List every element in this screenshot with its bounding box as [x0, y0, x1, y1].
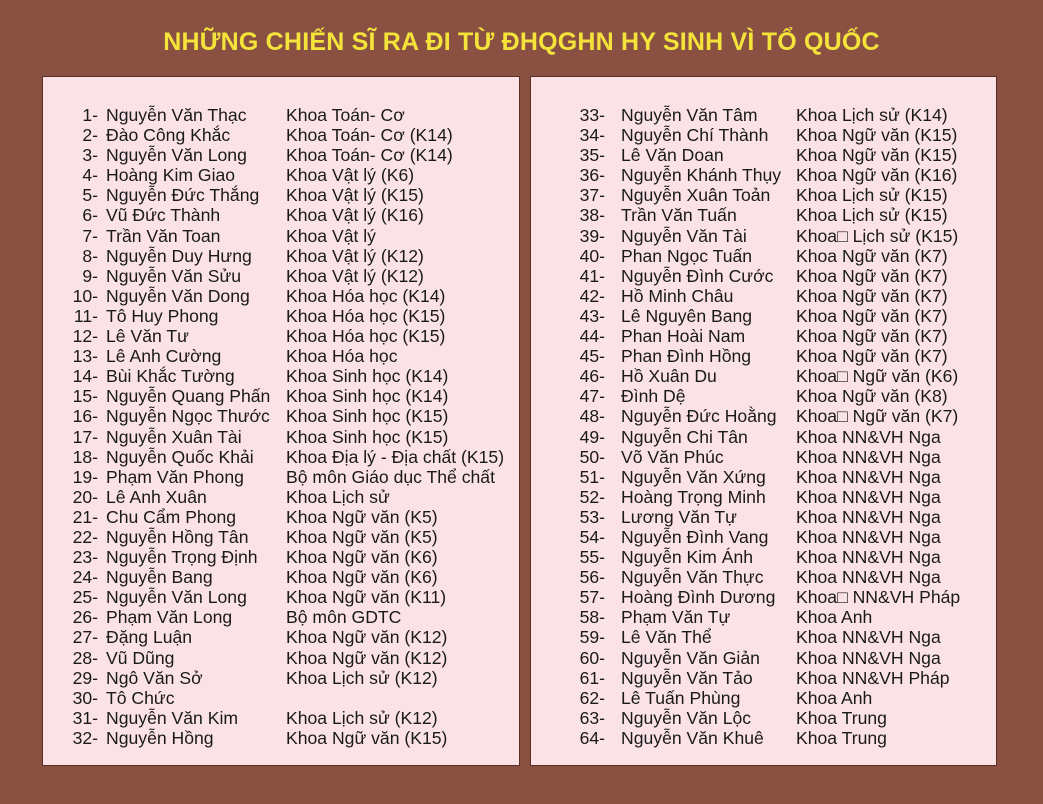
list-item-number: 22-	[72, 526, 98, 547]
list-item-number: 33-	[579, 105, 605, 125]
list-item-name: Đình Dệ	[621, 386, 686, 407]
list-item-number: 48-	[579, 406, 605, 427]
list-item	[43, 427, 519, 447]
list-item-number: 25-	[72, 587, 98, 608]
list-item-name: Nguyễn Khánh Thụy	[621, 165, 782, 186]
list-item-name: Hoàng Kim Giao	[106, 165, 236, 186]
list-item-department: Khoa NN&VH Nga	[796, 486, 941, 507]
list-item-department: Khoa□ Ngữ văn (K6)	[796, 366, 959, 387]
list-item-name: Nguyễn Duy Hưng	[106, 245, 252, 266]
list-item-number: 55-	[579, 547, 605, 568]
list-item-department: Khoa Ngữ văn (K11)	[286, 587, 447, 608]
list-item-name: Tô Chức	[106, 687, 175, 708]
list-item-name: Nguyễn Văn Lộc	[621, 707, 752, 728]
list-item	[43, 185, 519, 205]
list-item-name: Nguyễn Văn Xứng	[621, 466, 766, 487]
list-item-department: Khoa Lịch sử (K14)	[796, 105, 948, 125]
list-item-name: Ngô Văn Sở	[106, 667, 203, 688]
list-item-department: Khoa Ngữ văn (K15)	[796, 145, 958, 166]
list-item-department: Khoa Vật lý	[286, 225, 376, 246]
list-item-department: Khoa Địa lý - Địa chất (K15)	[286, 446, 505, 467]
list-item-name: Đào Công Khắc	[106, 125, 231, 146]
list-item-number: 39-	[579, 225, 605, 246]
list-item	[531, 326, 996, 346]
list-item-number: 28-	[72, 647, 98, 668]
page-title: NHỮNG CHIẾN SĨ RA ĐI TỪ ĐHQGHN HY SINH VÌ TỔ QUỐC	[163, 28, 880, 56]
list-item	[531, 125, 996, 145]
list-item-number: 38-	[579, 205, 605, 226]
list-item-department: Khoa NN&VH Nga	[796, 627, 941, 648]
list-item	[43, 386, 519, 406]
list-item-department: Khoa Ngữ văn (K12)	[286, 627, 448, 648]
list-item	[531, 487, 996, 507]
list-item	[531, 226, 996, 246]
list-item-name: Võ Văn Phúc	[621, 446, 724, 467]
list-item-department: Khoa Sinh học (K14)	[286, 386, 449, 407]
list-item-department: Khoa Toán- Cơ (K14)	[286, 145, 453, 166]
list-item	[531, 185, 996, 205]
list-item-number: 35-	[579, 145, 605, 166]
list-item-department: Khoa NN&VH Nga	[796, 506, 941, 527]
list-item-department: Khoa Ngữ văn (K7)	[796, 346, 948, 367]
list-item-number: 24-	[72, 567, 98, 588]
list-item-name: Nguyễn Đức Hoằng	[621, 406, 777, 427]
list-item-department: Khoa Ngữ văn (K6)	[286, 547, 438, 568]
list-item	[43, 728, 519, 748]
list-item	[43, 668, 519, 688]
list-item-name: Nguyễn Đình Vang	[621, 526, 769, 547]
list-item	[531, 266, 996, 286]
left-list-panel	[42, 76, 520, 766]
list-item	[531, 105, 996, 125]
right-list	[531, 105, 996, 748]
list-item-number: 43-	[579, 305, 605, 326]
list-item-name: Lương Văn Tự	[621, 506, 737, 527]
list-item-number: 32-	[72, 727, 98, 748]
list-item	[43, 306, 519, 326]
list-item	[43, 447, 519, 467]
list-item-name: Nguyễn Bang	[106, 567, 213, 588]
list-item	[43, 165, 519, 185]
list-item	[531, 467, 996, 487]
list-item-number: 52-	[579, 486, 605, 507]
list-item	[43, 708, 519, 728]
list-item-name: Nguyễn Đức Thắng	[106, 185, 260, 206]
list-item	[531, 688, 996, 708]
list-item-name: Nguyễn Hồng Tân	[106, 526, 249, 547]
list-item	[43, 587, 519, 607]
list-item-name: Nguyễn Quốc Khải	[106, 446, 254, 467]
list-item-name: Nguyễn Văn Long	[106, 587, 247, 608]
list-item-department: Khoa□ Ngữ văn (K7)	[796, 406, 959, 427]
list-item-number: 20-	[72, 486, 98, 507]
list-item	[531, 607, 996, 627]
list-item-number: 5-	[82, 185, 98, 206]
list-item-number: 29-	[72, 667, 98, 688]
list-item	[531, 627, 996, 647]
list-item-name: Nguyễn Văn Thực	[621, 567, 764, 588]
list-item-department: Bộ môn GDTC	[286, 607, 402, 628]
list-item-department: Khoa Sinh học (K15)	[286, 406, 449, 427]
list-item-name: Phan Hoài Nam	[621, 326, 746, 347]
list-item-department: Khoa NN&VH Nga	[796, 647, 941, 668]
list-item-number: 63-	[579, 707, 605, 728]
list-item-department: Khoa Ngữ văn (K15)	[286, 727, 448, 748]
list-item-name: Nguyễn Văn Dong	[106, 285, 250, 306]
list-item-number: 57-	[579, 587, 605, 608]
list-item-number: 46-	[579, 366, 605, 387]
list-item	[43, 125, 519, 145]
list-item	[531, 386, 996, 406]
list-item-name: Phan Đình Hồng	[621, 346, 752, 367]
list-item	[43, 567, 519, 587]
list-item-name: Nguyễn Trọng Định	[106, 547, 258, 568]
list-item-department: Khoa NN&VH Nga	[796, 547, 941, 568]
list-item-name: Lê Văn Thể	[621, 627, 712, 648]
list-item-number: 51-	[579, 466, 605, 487]
list-item	[531, 587, 996, 607]
list-item-number: 21-	[72, 506, 98, 527]
list-item	[531, 668, 996, 688]
list-item-number: 34-	[579, 125, 605, 146]
list-item-department: Khoa Vật lý (K6)	[286, 165, 415, 186]
list-item-department: Khoa NN&VH Nga	[796, 466, 941, 487]
list-item-number: 2-	[82, 125, 98, 146]
list-item	[531, 547, 996, 567]
list-item-department: Khoa Ngữ văn (K7)	[796, 265, 948, 286]
list-item	[531, 246, 996, 266]
list-item-name: Chu Cẩm Phong	[106, 506, 237, 527]
list-item-name: Hoàng Đình Dương	[621, 587, 776, 608]
list-item-department: Khoa Lịch sử (K12)	[286, 667, 438, 688]
list-item-number: 31-	[72, 707, 98, 728]
list-item-number: 7-	[82, 225, 98, 246]
right-list-panel	[530, 76, 997, 766]
list-item-name: Nguyễn Hồng	[106, 727, 214, 748]
list-item-department: Khoa Sinh học (K14)	[286, 366, 449, 387]
list-item-name: Nguyễn Chi Tân	[621, 426, 748, 447]
list-item-name: Lê Tuấn Phùng	[621, 687, 741, 708]
list-item-name: Phạm Văn Phong	[106, 466, 244, 487]
list-item-department: Khoa Trung	[796, 707, 887, 728]
list-item-name: Phạm Văn Long	[106, 607, 233, 628]
list-item-department: Khoa Ngữ văn (K7)	[796, 245, 948, 266]
list-item	[531, 708, 996, 728]
list-item-department: Khoa Vật lý (K12)	[286, 265, 424, 286]
list-item-department: Bộ môn Giáo dục Thể chất	[286, 466, 495, 487]
list-item	[43, 627, 519, 647]
list-item-number: 4-	[82, 165, 98, 186]
list-item	[531, 447, 996, 467]
list-item	[531, 427, 996, 447]
list-item	[43, 648, 519, 668]
list-item-name: Trần Văn Toan	[106, 225, 221, 246]
list-item	[43, 406, 519, 426]
list-item	[531, 306, 996, 326]
list-item-name: Nguyễn Văn Kim	[106, 707, 239, 728]
list-item	[43, 346, 519, 366]
list-item-name: Lê Nguyên Bang	[621, 305, 753, 326]
left-list	[43, 105, 519, 748]
list-item-name: Bùi Khắc Tường	[106, 366, 235, 387]
list-item-number: 45-	[579, 346, 605, 367]
list-item-name: Nguyễn Văn Long	[106, 145, 247, 166]
list-item-department: Khoa NN&VH Pháp	[796, 667, 950, 688]
list-item-department: Khoa NN&VH Nga	[796, 526, 941, 547]
list-item	[43, 105, 519, 125]
list-item-name: Lê Anh Xuân	[106, 486, 207, 507]
list-item-number: 40-	[579, 245, 605, 266]
list-item	[531, 346, 996, 366]
list-item-department: Khoa Sinh học (K15)	[286, 426, 449, 447]
list-item-name: Nguyễn Xuân Toản	[621, 185, 771, 206]
list-item-number: 18-	[72, 446, 98, 467]
list-item-name: Nguyễn Văn Giản	[621, 647, 760, 668]
list-item-name: Nguyễn Kim Ánh	[621, 547, 754, 568]
list-item-number: 49-	[579, 426, 605, 447]
list-item-name: Tô Huy Phong	[106, 305, 219, 326]
list-item-number: 50-	[579, 446, 605, 467]
list-item-name: Hồ Minh Châu	[621, 285, 734, 306]
list-item-number: 56-	[579, 567, 605, 588]
list-item-number: 26-	[72, 607, 98, 628]
list-item	[43, 366, 519, 386]
list-item-number: 47-	[579, 386, 605, 407]
list-item-department: Khoa Anh	[796, 687, 873, 708]
list-item-number: 11-	[73, 305, 98, 326]
list-item-department: Khoa Ngữ văn (K16)	[796, 165, 958, 186]
list-item-name: Nguyễn Văn Thạc	[106, 105, 247, 125]
list-item-number: 19-	[72, 466, 98, 487]
list-item	[531, 406, 996, 426]
list-item	[531, 286, 996, 306]
list-item-name: Nguyễn Ngọc Thước	[106, 406, 270, 427]
list-item-name: Nguyễn Văn Tảo	[621, 667, 753, 688]
list-item-number: 42-	[579, 285, 605, 306]
list-item-number: 23-	[72, 547, 98, 568]
list-item-name: Trần Văn Tuấn	[621, 205, 737, 226]
list-item-number: 16-	[72, 406, 98, 427]
list-item	[531, 205, 996, 225]
list-item-department: Khoa NN&VH Nga	[796, 567, 941, 588]
list-item-department: Khoa NN&VH Nga	[796, 446, 941, 467]
list-item-name: Lê Văn Tư	[106, 326, 189, 347]
list-item-number: 30-	[72, 687, 98, 708]
list-item-department: Khoa Lịch sử (K15)	[796, 205, 948, 226]
list-item-number: 64-	[579, 727, 605, 748]
list-item	[43, 547, 519, 567]
list-item	[43, 326, 519, 346]
list-item-department: Khoa Ngữ văn (K8)	[796, 386, 948, 407]
list-item	[531, 165, 996, 185]
list-item-number: 53-	[579, 506, 605, 527]
list-item	[531, 527, 996, 547]
list-item-number: 12-	[72, 326, 98, 347]
list-item-number: 3-	[82, 145, 98, 166]
list-item-name: Nguyễn Văn Tài	[621, 225, 747, 246]
list-item-name: Nguyễn Đình Cước	[621, 265, 774, 286]
list-item	[43, 205, 519, 225]
list-item-department: Khoa Vật lý (K12)	[286, 245, 424, 266]
list-item	[43, 607, 519, 627]
list-item	[43, 286, 519, 306]
list-item-number: 8-	[82, 245, 98, 266]
list-item-number: 36-	[579, 165, 605, 186]
list-item-department: Khoa Lịch sử	[286, 486, 390, 507]
list-item-department: Khoa Ngữ văn (K5)	[286, 506, 438, 527]
list-item-number: 9-	[82, 265, 98, 286]
list-item	[43, 688, 519, 708]
list-item	[531, 567, 996, 587]
list-item-name: Nguyễn Văn Sửu	[106, 265, 242, 286]
list-item	[531, 648, 996, 668]
list-item	[43, 266, 519, 286]
list-item-name: Vũ Đức Thành	[106, 205, 221, 226]
list-item-number: 15-	[72, 386, 98, 407]
list-item-number: 6-	[82, 205, 98, 226]
list-item-number: 13-	[72, 346, 98, 367]
list-item-department: Khoa Vật lý (K16)	[286, 205, 424, 226]
list-item	[43, 226, 519, 246]
list-item-department: Khoa Ngữ văn (K7)	[796, 326, 948, 347]
list-item-number: 17-	[72, 426, 98, 447]
list-item-number: 27-	[72, 627, 98, 648]
list-item-number: 10-	[72, 285, 98, 306]
list-item-department: Khoa Ngữ văn (K7)	[796, 305, 948, 326]
list-item-name: Nguyễn Văn Khuê	[621, 727, 764, 748]
list-item-number: 59-	[579, 627, 605, 648]
list-item	[43, 487, 519, 507]
list-item-number: 58-	[579, 607, 605, 628]
list-item-department: Khoa□ Lịch sử (K15)	[796, 225, 959, 246]
list-item	[531, 728, 996, 748]
list-item-number: 37-	[579, 185, 605, 206]
list-item	[43, 507, 519, 527]
list-item-department: Khoa Ngữ văn (K7)	[796, 285, 948, 306]
list-item-number: 61-	[579, 667, 605, 688]
list-item-department: Khoa Lịch sử (K12)	[286, 707, 438, 728]
list-item-department: Khoa Hóa học (K15)	[286, 305, 446, 326]
list-item-number: 62-	[579, 687, 605, 708]
list-item-name: Nguyễn Xuân Tài	[106, 426, 242, 447]
list-item	[43, 527, 519, 547]
list-item	[531, 366, 996, 386]
list-item-number: 60-	[579, 647, 605, 668]
list-item-number: 1-	[82, 105, 98, 125]
list-item-department: Khoa Ngữ văn (K5)	[286, 526, 438, 547]
list-item	[531, 507, 996, 527]
list-item-name: Lê Văn Doan	[621, 145, 724, 166]
list-item-department: Khoa Anh	[796, 607, 873, 628]
list-item-department: Khoa Hóa học (K14)	[286, 285, 446, 306]
list-item-number: 14-	[72, 366, 98, 387]
list-item-department: Khoa Toán- Cơ (K14)	[286, 125, 453, 146]
list-item-number: 44-	[579, 326, 605, 347]
list-item-department: Khoa Ngữ văn (K6)	[286, 567, 438, 588]
list-item-name: Đặng Luận	[106, 627, 193, 648]
list-item-name: Phạm Văn Tự	[621, 607, 731, 628]
list-item-name: Nguyễn Quang Phấn	[106, 386, 271, 407]
list-item-department: Khoa Trung	[796, 727, 887, 748]
list-item	[43, 246, 519, 266]
list-item-department: Khoa Ngữ văn (K12)	[286, 647, 448, 668]
list-item-name: Vũ Dũng	[106, 647, 175, 668]
list-item-department: Khoa NN&VH Nga	[796, 426, 941, 447]
list-item-department: Khoa Lịch sử (K15)	[796, 185, 948, 206]
list-item-name: Hồ Xuân Du	[621, 366, 717, 387]
list-item	[531, 145, 996, 165]
list-item-name: Nguyễn Văn Tâm	[621, 105, 758, 125]
list-item-name: Nguyễn Chí Thành	[621, 125, 769, 146]
list-item-name: Hoàng Trọng Minh	[621, 486, 766, 507]
list-item	[43, 467, 519, 487]
list-item-department: Khoa Vật lý (K15)	[286, 185, 424, 206]
list-item-department: Khoa Hóa học	[286, 346, 398, 367]
list-item-department: Khoa Toán- Cơ	[286, 105, 405, 125]
list-item-department: Khoa□ NN&VH Pháp	[796, 587, 961, 608]
list-item-department: Khoa Ngữ văn (K15)	[796, 125, 958, 146]
list-item-name: Phan Ngọc Tuấn	[621, 245, 753, 266]
list-item-number: 41-	[579, 265, 605, 286]
list-item-department: Khoa Hóa học (K15)	[286, 326, 446, 347]
list-item-number: 54-	[579, 526, 605, 547]
list-item-name: Lê Anh Cường	[106, 346, 222, 367]
list-item	[43, 145, 519, 165]
